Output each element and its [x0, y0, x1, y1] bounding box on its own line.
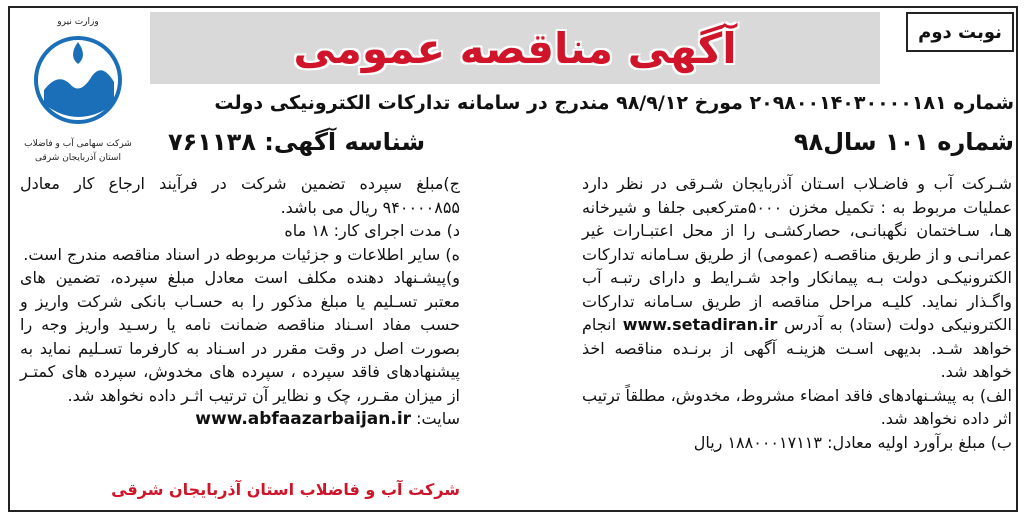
body-text-tail: انجام خواهد شـد. بدیهی اسـت هزینـه آگهی از برنـده مناقصه اخذ خواهد شد. — [582, 315, 1012, 381]
company-logo — [18, 12, 138, 172]
notice-id: شناسه آگهی: ۷۶۱۱۳۸ — [168, 128, 426, 156]
body-paragraph — [582, 172, 1012, 384]
left-column — [20, 172, 460, 432]
tender-number: شماره ۱۰۱ سال۹۸ — [793, 128, 1014, 156]
registration-line: شماره ۲۰۹۸۰۰۱۴۰۳۰۰۰۰۱۸۱ مورخ ۹۸/۹/۱۲ مندرج در سامانه تدارکات الکترونیکی دولت — [214, 92, 1014, 114]
site-line — [20, 407, 460, 432]
ministry-label: وزارت نیرو — [57, 17, 99, 27]
logo-company-line1: شرکت سهامی آب و فاضلاب — [24, 139, 132, 149]
item-f: و)پیشـنهاد دهنده مکلف است معادل مبلغ سپرده، تضمین های معتبر تسـلیم یا مبلغ مذکور را به حسـاب بانکی شرکت واریز و حسب مفاد اسـناد مناقصه ضمانت نامه یا رسـید واریز وجه را بصورت اصل در وقت مقرر در اسـناد به کارفرما تسـلیم نماید به پیشنهادهای فاقد سپرده ، سپرده های مخدوش، سپرده های کمتـر از میزان مقـرر، چک و نظایر آن ترتیب اثـر داده نخواهد شد. — [20, 268, 460, 405]
headline: آگهی مناقصه عمومی — [293, 23, 737, 73]
company-footer: شرکت آب و فاضلاب استان آذربایجان شرقی — [111, 480, 460, 499]
body-text: شـرکت آب و فاضـلاب اسـتان آذربایجان شـرقی در نظر دارد عملیات مربوط به : تکمیل مخزن ۵۰۰۰مترکعبی جلفا و شیرخانه هـا، سـاختمان نگهبانـی، حصارکشـی را از محل اعتبـارات غیر عمرانـی و از طریق مناقصـه (عمومی) از طریق سـامانه تدارکات الکترونیکـی دولت بـه پیمانکار واجد شـرایط و دارای رتبـه آب واگـذار نماید. کلیـه مراحل مناقصه از طریق سـامانه تدارکات الکترونیکی دولت (ستاد) به آدرس — [582, 174, 1013, 334]
site-link[interactable]: www.abfaazarbaijan.ir — [195, 409, 412, 429]
round-badge: نوبت دوم — [906, 12, 1014, 52]
site-label: سایت: — [416, 409, 460, 428]
logo-company-line2: استان آذربایجان شرقی — [35, 153, 121, 163]
setad-link[interactable]: www.setadiran.ir — [622, 315, 778, 334]
item-c: ج)مبلغ سپرده تضمین شرکت در فرآیند ارجاع کار معادل ۹۴۰۰۰۰۸۵۵ ریال می باشد. — [20, 174, 460, 217]
item-d: د) مدت اجرای کار: ۱۸ ماه — [284, 221, 460, 240]
item-e: ه) سایر اطلاعات و جزئیات مربوطه در اسناد مناقصه مندرج است. — [23, 244, 460, 264]
headline-banner — [150, 12, 880, 84]
item-b: ب) مبلغ برآورد اولیه معادل: ۱۸۸۰۰۰۱۷۱۱۳ ریال — [693, 432, 1012, 452]
right-column — [582, 172, 1012, 454]
item-a: الف) به پیشـنهادهای فاقد امضاء مشروط، مخدوش، مطلقاً ترتیب اثر داده نخواهد شد. — [582, 385, 1012, 428]
